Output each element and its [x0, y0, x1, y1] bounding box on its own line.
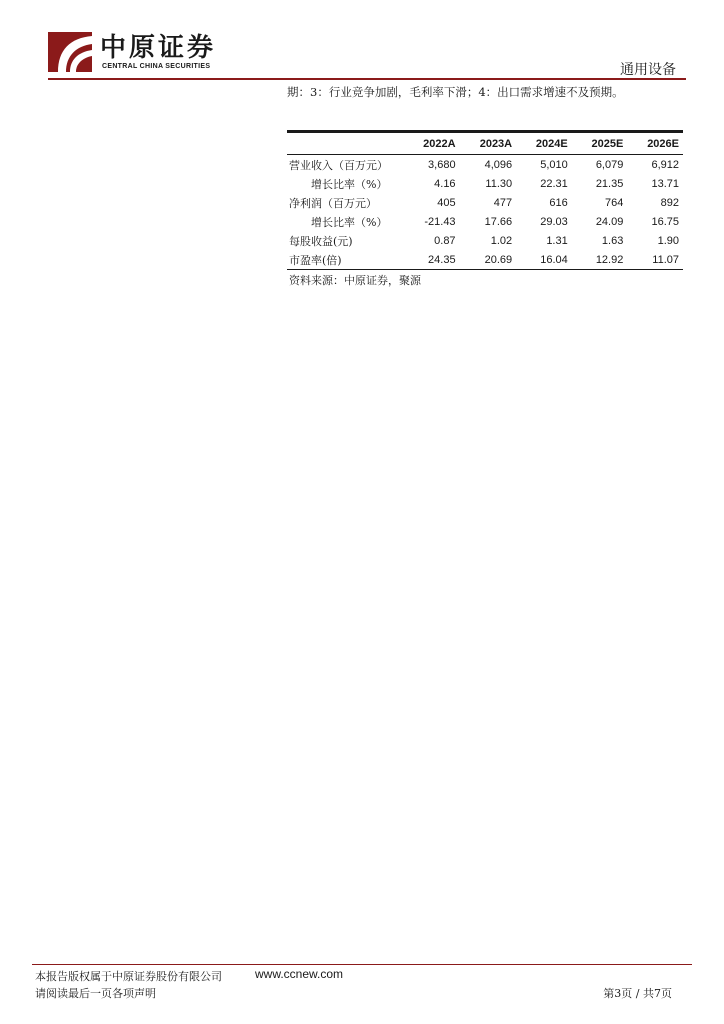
- table-source-note: 资料来源：中原证券，聚源: [289, 274, 421, 287]
- table-cell: 29.03: [540, 215, 568, 228]
- footer-divider: [32, 964, 692, 965]
- table-header-row: [287, 132, 683, 155]
- table-cell: 1.31: [546, 234, 568, 247]
- table-header-cell: 2026E: [647, 138, 679, 150]
- page-number: 第3页 / 共7页: [603, 987, 672, 1000]
- table-row: [287, 231, 683, 250]
- footer-copyright: 本报告版权属于中原证券股份有限公司: [35, 970, 222, 983]
- industry-sector-label: 通用设备: [620, 62, 676, 78]
- table-cell: 24.09: [595, 215, 624, 228]
- table-cell: 3,680: [428, 158, 456, 171]
- logo-chinese-name: 中原证券: [100, 33, 217, 63]
- table-header-cell: 2024E: [535, 138, 568, 150]
- table-cell: 764: [604, 196, 624, 209]
- company-logo-icon: [48, 32, 92, 72]
- table-cell: 4,096: [484, 158, 513, 171]
- risk-text-line: 期：3：行业竞争加剧，毛利率下滑；4：出口需求增速不及预期。: [287, 85, 624, 99]
- table-cell: 892: [660, 196, 679, 209]
- table-header-cell: [287, 132, 403, 155]
- table-cell: 11.30: [485, 177, 513, 190]
- table-cell: 1.63: [601, 234, 624, 247]
- table-cell: 21.35: [595, 177, 624, 190]
- table-cell: 13.71: [651, 177, 679, 190]
- table-cell: 11.07: [652, 253, 679, 266]
- table-cell: 20.69: [484, 253, 513, 266]
- table-cell: 1.02: [490, 234, 513, 247]
- table-cell: -21.43: [424, 215, 456, 228]
- table-cell: 4.16: [434, 177, 456, 190]
- table-cell: 616: [549, 196, 568, 209]
- table-header-cell: 2023A: [479, 138, 513, 150]
- row-label: 每股收益(元): [289, 234, 353, 248]
- footer-disclaimer-notice: 请阅读最后一页各项声明: [35, 987, 156, 1000]
- table-cell: 12.92: [595, 253, 624, 266]
- table-cell: 405: [437, 196, 456, 209]
- table-row: [287, 193, 683, 212]
- footer-website-link[interactable]: www.ccnew.com: [255, 967, 344, 981]
- table-cell: 6,079: [595, 158, 624, 171]
- row-label: 净利润（百万元）: [289, 196, 377, 210]
- table-cell: 0.87: [434, 234, 456, 247]
- table-cell: 1.90: [657, 234, 679, 247]
- row-label: 增长比率（%）: [311, 177, 388, 191]
- table-row: [287, 212, 683, 231]
- table-row: [287, 250, 683, 270]
- table-cell: 16.75: [651, 215, 679, 228]
- table-header-cell: 2022A: [423, 138, 456, 150]
- row-label: 市盈率(倍): [289, 253, 342, 267]
- logo-english-name: CENTRAL CHINA SECURITIES: [102, 63, 211, 70]
- table-cell: 477: [493, 196, 513, 209]
- table-row: [287, 155, 683, 175]
- row-label: 营业收入（百万元）: [289, 158, 388, 172]
- table-cell: 17.66: [484, 215, 513, 228]
- table-row: [287, 174, 683, 193]
- table-cell: 6,912: [651, 158, 679, 171]
- financial-forecast-table: [287, 130, 683, 270]
- table-cell: 22.31: [540, 177, 568, 190]
- table-cell: 24.35: [428, 253, 456, 266]
- header-divider: [48, 78, 686, 80]
- table-cell: 16.04: [540, 253, 568, 266]
- row-label: 增长比率（%）: [311, 215, 388, 229]
- table-cell: 5,010: [540, 158, 568, 171]
- table-header-cell: 2025E: [591, 138, 624, 150]
